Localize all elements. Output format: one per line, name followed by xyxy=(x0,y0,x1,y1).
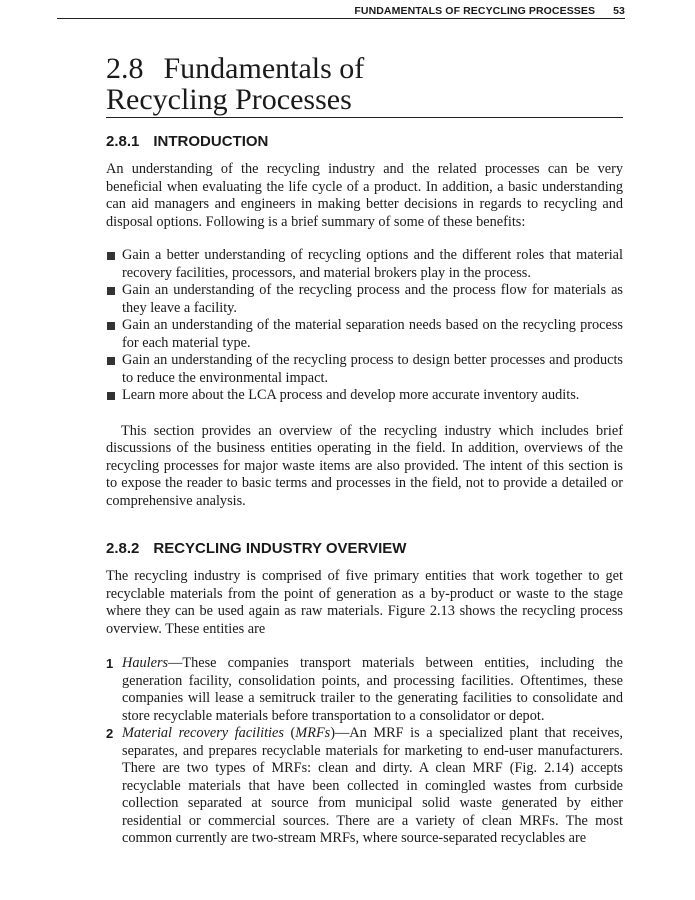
benefits-list xyxy=(106,247,623,405)
chapter-title-line2: Recycling Processes xyxy=(106,83,352,116)
item-number: 1 xyxy=(106,656,114,671)
bullet-square-icon xyxy=(107,322,115,330)
running-head-title: FUNDAMENTALS OF RECYCLING PROCESSES xyxy=(354,5,596,17)
section-number: 2.8.2 xyxy=(106,540,140,557)
list-item-text: Gain a better understanding of recycling options and the different roles that material recovery facilities, processors, and material brokers play in the process. xyxy=(122,247,623,281)
bullet-square-icon xyxy=(107,287,115,295)
list-item-text: Gain an understanding of the recycling process to design better processes and products to reduce the environmental impact. xyxy=(122,352,623,386)
item-text: )—An MRF is a specialized plant that receives, separates, and prepares recyclable materials for marketing to end-user manufacturers. There are two types of MRFs: clean and dirty. A clean MRF (Fig. 2.14) accepts recyclable materials that have been collected in comingled wastes from curbside collection separated at source from municipal solid waste generated by either residential or commercial sources. There are a variety of clean MRFs. The most common currently are two-stream MRFs, where source-separated recyclables are xyxy=(122,725,623,846)
closing-paragraph: This section provides an overview of the recycling industry which includes brief discussions of the business entities operating in the field. In addition, overviews of the recycling processes for major waste items are also provided. The intent of this section is to expose the reader to basic terms and processes in the field, not to provide a detailed or comprehensive analysis. xyxy=(106,422,623,509)
item-term: Haulers xyxy=(122,655,169,671)
entities-list xyxy=(106,655,623,848)
item-term-suffix: ( xyxy=(283,725,296,741)
running-head xyxy=(57,5,625,19)
chapter-number: 2.8 xyxy=(106,52,144,85)
section-heading-introduction xyxy=(106,133,623,151)
intro-paragraph: An understanding of the recycling industry and the related processes can be very beneficial when evaluating the life cycle of a product. In addition, a basic understanding can aid managers and engineers in making better decisions in regards to recycling and disposal options. Following is a brief summary of some of these benefits: xyxy=(106,161,623,230)
list-item xyxy=(106,317,623,352)
section-title: RECYCLING INDUSTRY OVERVIEW xyxy=(153,540,407,557)
section-heading-recycling-industry-overview xyxy=(106,540,623,558)
list-item xyxy=(106,725,623,848)
page-content xyxy=(106,53,623,848)
list-item xyxy=(106,282,623,317)
bullet-square-icon xyxy=(107,252,115,260)
item-term: Material recovery facilities xyxy=(122,725,284,741)
item-text: —These companies transport materials between entities, including the generation facility, consolidation points, and processing facilities. Oftentimes, these companies will lease a semitruck trailer to the generating facilities to consolidate and store recyclable materials before transportation to a consolidator or depot. xyxy=(122,655,623,724)
list-item xyxy=(106,387,623,405)
list-item-text: Gain an understanding of the recycling process and the process flow for materials as they leave a facility. xyxy=(122,282,623,316)
list-item-text: Learn more about the LCA process and develop more accurate inventory audits. xyxy=(122,387,580,403)
section-title: INTRODUCTION xyxy=(153,133,269,150)
list-item-text: Gain an understanding of the material separation needs based on the recycling process for each material type. xyxy=(122,317,623,351)
section-number: 2.8.1 xyxy=(106,133,140,150)
overview-paragraph: The recycling industry is comprised of five primary entities that work together to get recyclable materials from the point of generation as a by-product or waste to the stage where they can be used again as raw materials. Figure 2.13 shows the recycling process overview. These entities are xyxy=(106,568,623,637)
chapter-title xyxy=(106,53,623,118)
chapter-title-line1: Fundamentals of xyxy=(163,52,365,85)
list-item xyxy=(106,247,623,282)
item-abbreviation: MRFs xyxy=(295,725,331,741)
list-item xyxy=(106,352,623,387)
header-rule xyxy=(57,18,625,19)
list-item xyxy=(106,655,623,725)
bullet-square-icon xyxy=(107,357,115,365)
item-number: 2 xyxy=(106,726,114,741)
page-number: 53 xyxy=(613,5,625,17)
bullet-square-icon xyxy=(107,392,115,400)
